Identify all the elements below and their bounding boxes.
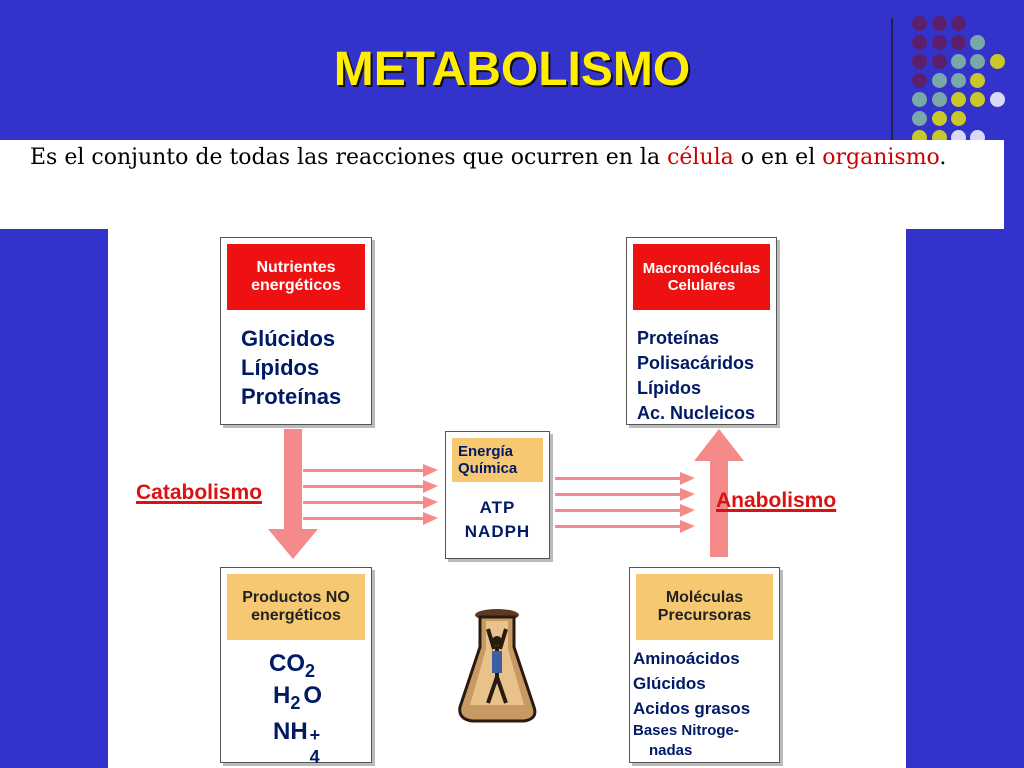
list-item: Bases Nitroge-: [633, 722, 739, 739]
nutrients-header: Nutrientes energéticos: [227, 244, 365, 310]
list-item: NADPH: [464, 522, 531, 541]
anabolism-label: Anabolismo: [716, 489, 837, 512]
list-item: nadas: [649, 742, 693, 759]
term-celula: célula: [667, 145, 734, 170]
definition-text: Es el conjunto de todas las reacciones que ocurren en la célula o en el organismo.: [30, 145, 947, 170]
list-item: Ac. Nucleicos: [637, 403, 756, 423]
precursors-header: Moléculas Precursoras: [636, 574, 773, 640]
diagram-panel: [108, 229, 906, 768]
precursors-list: [633, 646, 750, 761]
catabolism-down-arrow-shaft: [284, 429, 302, 534]
macromolecules-list: [637, 326, 755, 426]
list-item: Lípidos: [241, 355, 320, 380]
box-precursors: [629, 567, 780, 763]
box-nutrients: [220, 237, 372, 425]
energy-header: Energía Química: [452, 438, 543, 482]
catabolism-down-arrow-head: [268, 529, 318, 559]
formula-co2: $CO_2$: [269, 650, 316, 681]
list-item: Glúcidos: [633, 674, 706, 693]
macromolecules-header: Macromoléculas Celulares: [633, 244, 770, 310]
list-item: ATP: [479, 498, 516, 517]
list-item: Lípidos: [637, 378, 701, 398]
list-item: Aminoácidos: [633, 649, 740, 668]
anabolism-up-arrow-head: [694, 429, 744, 461]
nutrients-list: [241, 324, 341, 411]
box-products: [220, 567, 372, 767]
energy-list: [446, 496, 549, 544]
list-item: Acidos grasos: [633, 699, 751, 718]
box-energy: [445, 431, 550, 559]
list-item: Polisacáridos: [637, 353, 755, 373]
list-item: Proteínas: [241, 384, 342, 409]
formula-h2o: $H_2$ O: [273, 682, 323, 713]
list-item: Glúcidos: [241, 326, 336, 351]
products-header: Productos NO energéticos: [227, 574, 365, 640]
box-macromolecules: [626, 237, 777, 425]
slide-title: METABOLISMO: [333, 43, 691, 96]
flask-illustration: [460, 609, 535, 721]
term-organismo: organismo: [822, 145, 940, 170]
list-item: Proteínas: [637, 328, 720, 348]
formula-nh4: NH + 4: [273, 718, 321, 767]
catabolism-label: Catabolismo: [136, 481, 263, 504]
